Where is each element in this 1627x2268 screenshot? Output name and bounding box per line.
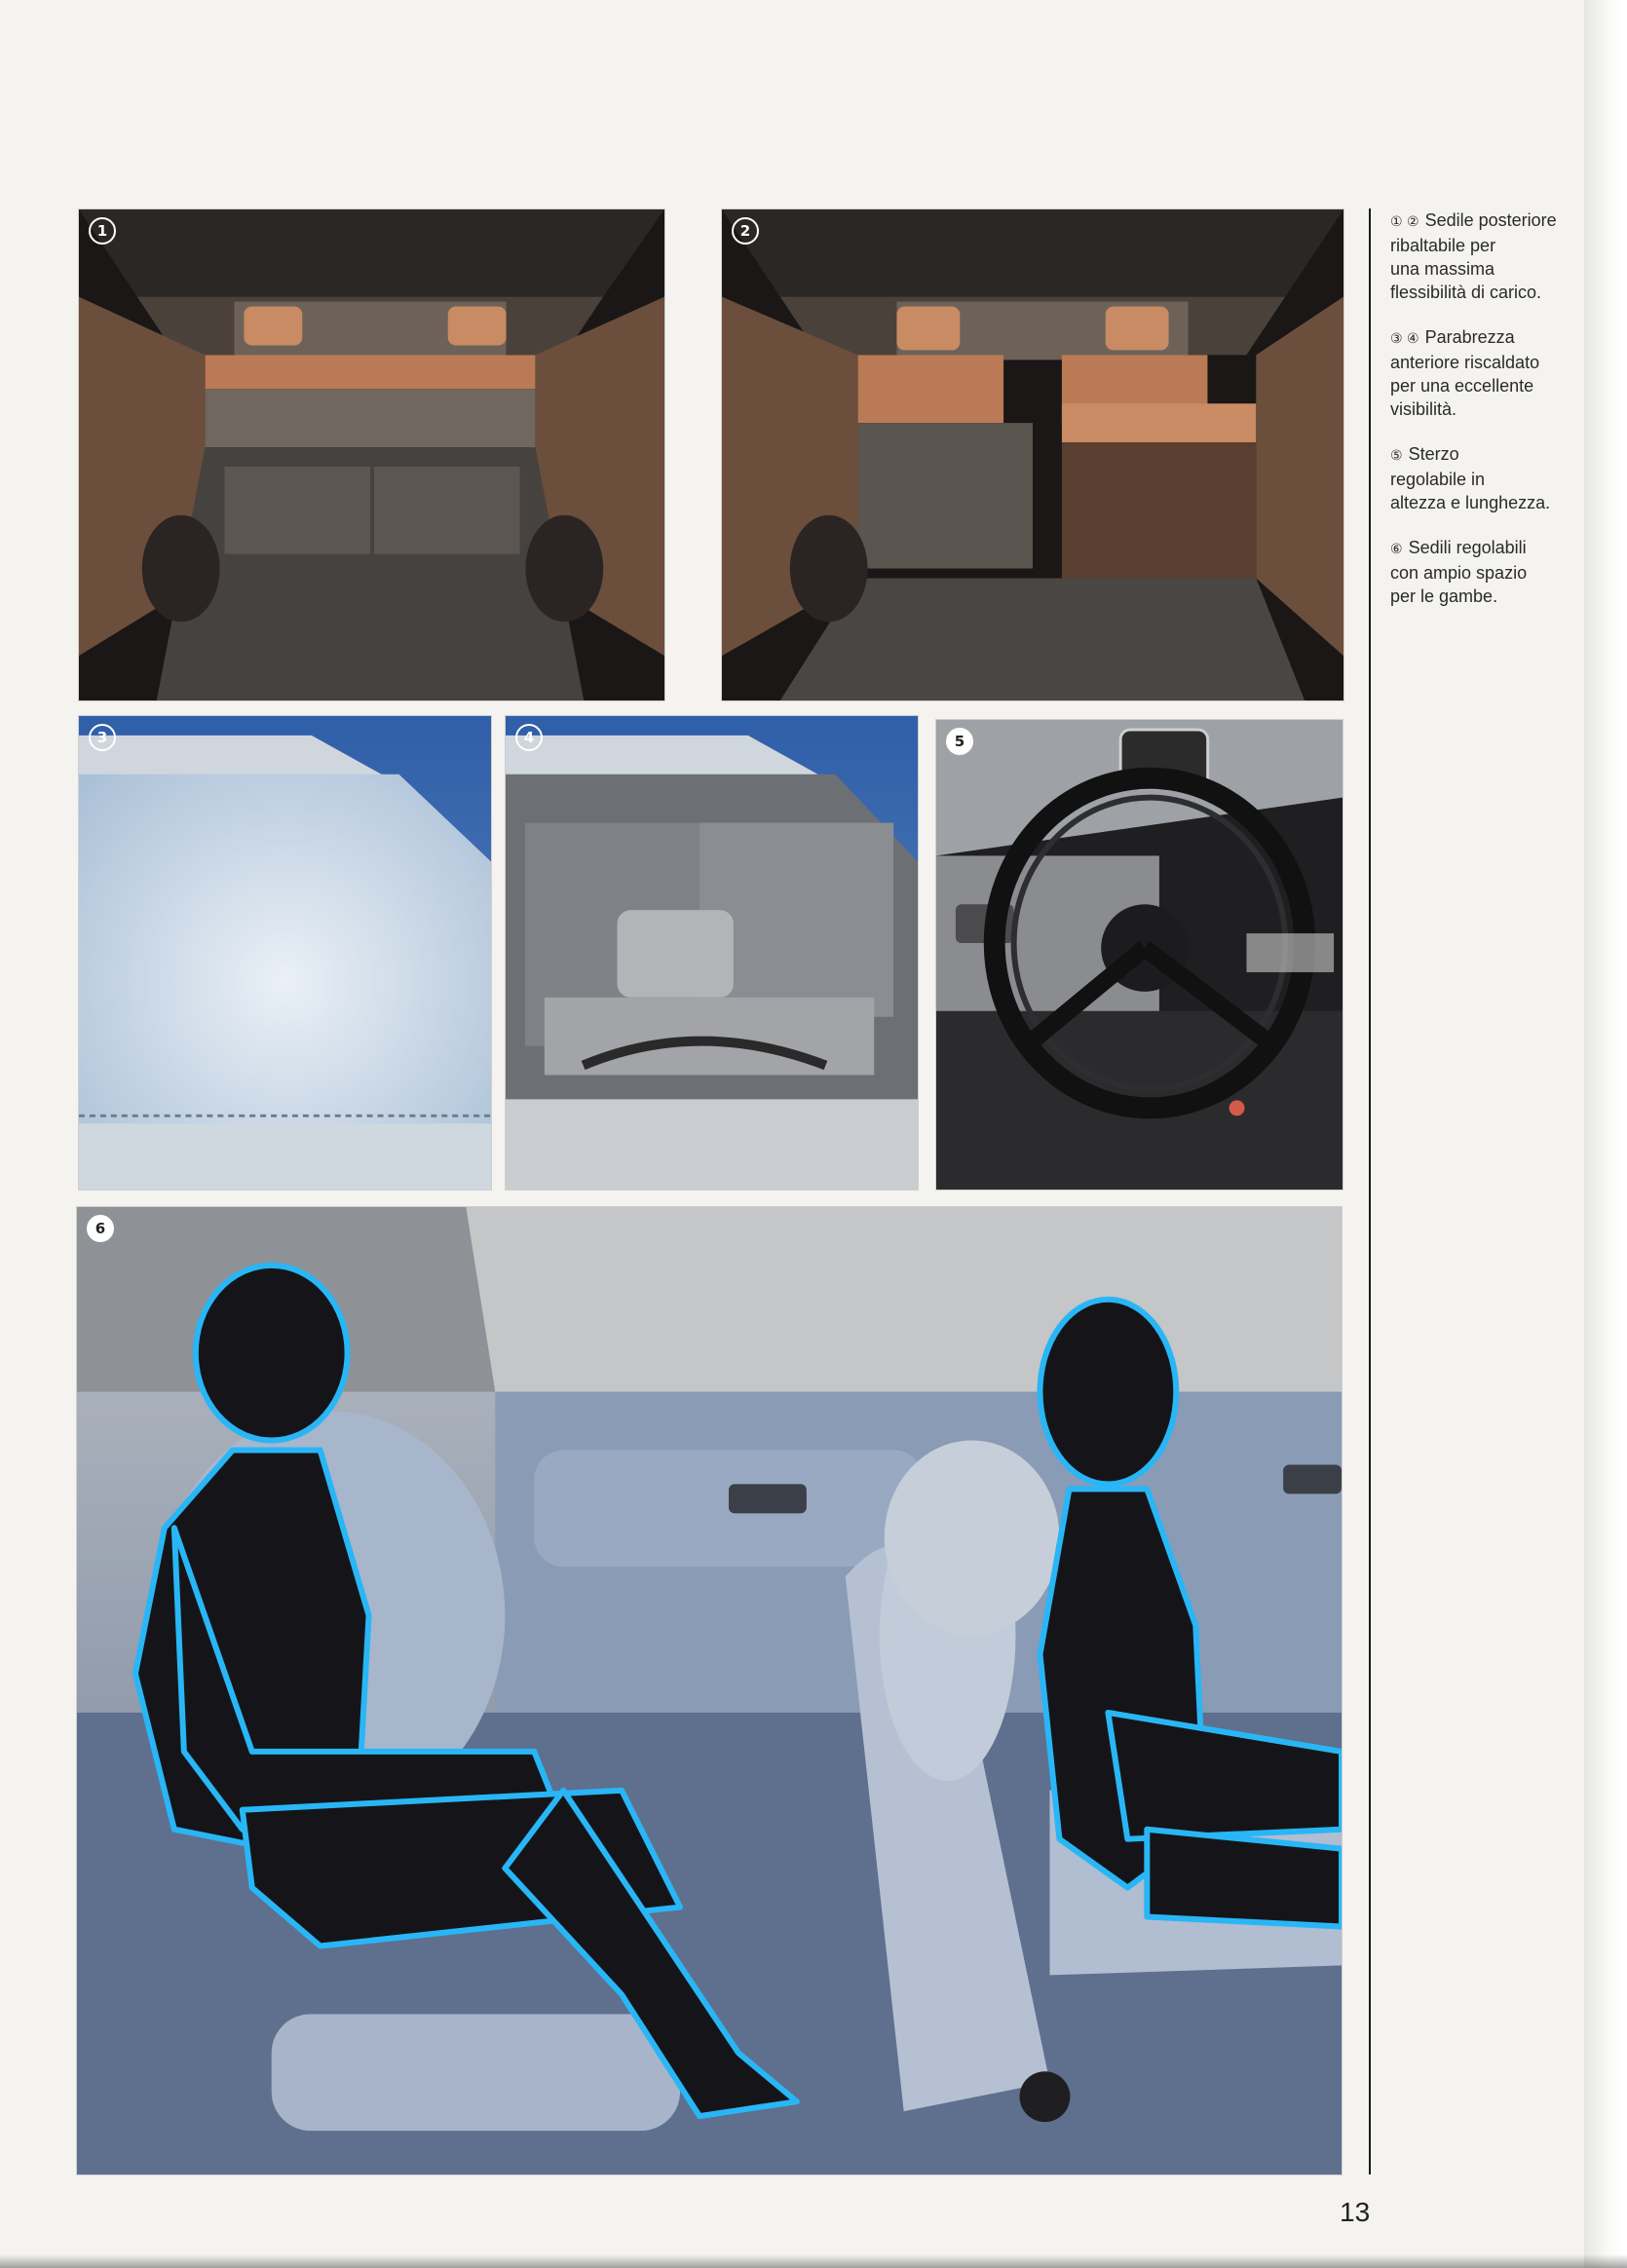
caption-number: ③ ④ <box>1390 331 1419 347</box>
legroom-figures-photo <box>77 1207 1342 2174</box>
photo-1 <box>78 208 665 701</box>
caption-line: Sedile posteriore <box>1424 210 1557 230</box>
caption-line: per una eccellente <box>1390 376 1534 396</box>
caption-3-4 <box>1390 325 1590 421</box>
caption-1-2 <box>1390 208 1590 304</box>
windscreen-frost-photo <box>79 716 491 1190</box>
photo-badge: 2 <box>732 217 759 245</box>
photo-4 <box>505 715 919 1191</box>
steering-wheel-photo <box>936 720 1343 1190</box>
page-edge <box>1584 0 1627 2268</box>
cargo-photo-2 <box>722 209 1343 700</box>
caption-line: per le gambe. <box>1390 586 1498 606</box>
caption-line: una massima <box>1390 259 1495 279</box>
captions-column <box>1390 208 1590 629</box>
page-number: 13 <box>1340 2197 1371 2227</box>
caption-line: regolabile in <box>1390 470 1486 489</box>
caption-number: ⑤ <box>1390 448 1403 464</box>
caption-line: visibilità. <box>1390 399 1457 419</box>
photo-badge: 6 <box>87 1215 114 1242</box>
photo-5 <box>935 719 1343 1191</box>
photo-badge: 4 <box>515 724 543 751</box>
photo-2 <box>721 208 1344 701</box>
caption-line: altezza e lunghezza. <box>1390 493 1551 512</box>
caption-line: Sedili regolabili <box>1408 538 1527 557</box>
caption-line: con ampio spazio <box>1390 563 1528 583</box>
caption-line: ribaltabile per <box>1390 236 1496 255</box>
page-bottom-edge <box>0 2254 1627 2268</box>
caption-line: Sterzo <box>1408 444 1459 464</box>
caption-number: ① ② <box>1390 214 1419 230</box>
windscreen-clear-photo <box>506 716 918 1190</box>
caption-5 <box>1390 442 1590 514</box>
photo-badge: 5 <box>946 728 973 755</box>
photo-badge: 1 <box>89 217 116 245</box>
caption-line: Parabrezza <box>1424 327 1515 347</box>
cargo-photo-1 <box>79 209 664 700</box>
caption-line: anteriore riscaldato <box>1390 353 1540 372</box>
caption-line: flessibilità di carico. <box>1390 283 1542 302</box>
caption-6 <box>1390 536 1590 608</box>
photo-6 <box>76 1206 1343 2175</box>
caption-number: ⑥ <box>1390 542 1403 557</box>
photo-3 <box>78 715 492 1191</box>
caption-divider <box>1369 208 1371 2174</box>
photo-badge: 3 <box>89 724 116 751</box>
